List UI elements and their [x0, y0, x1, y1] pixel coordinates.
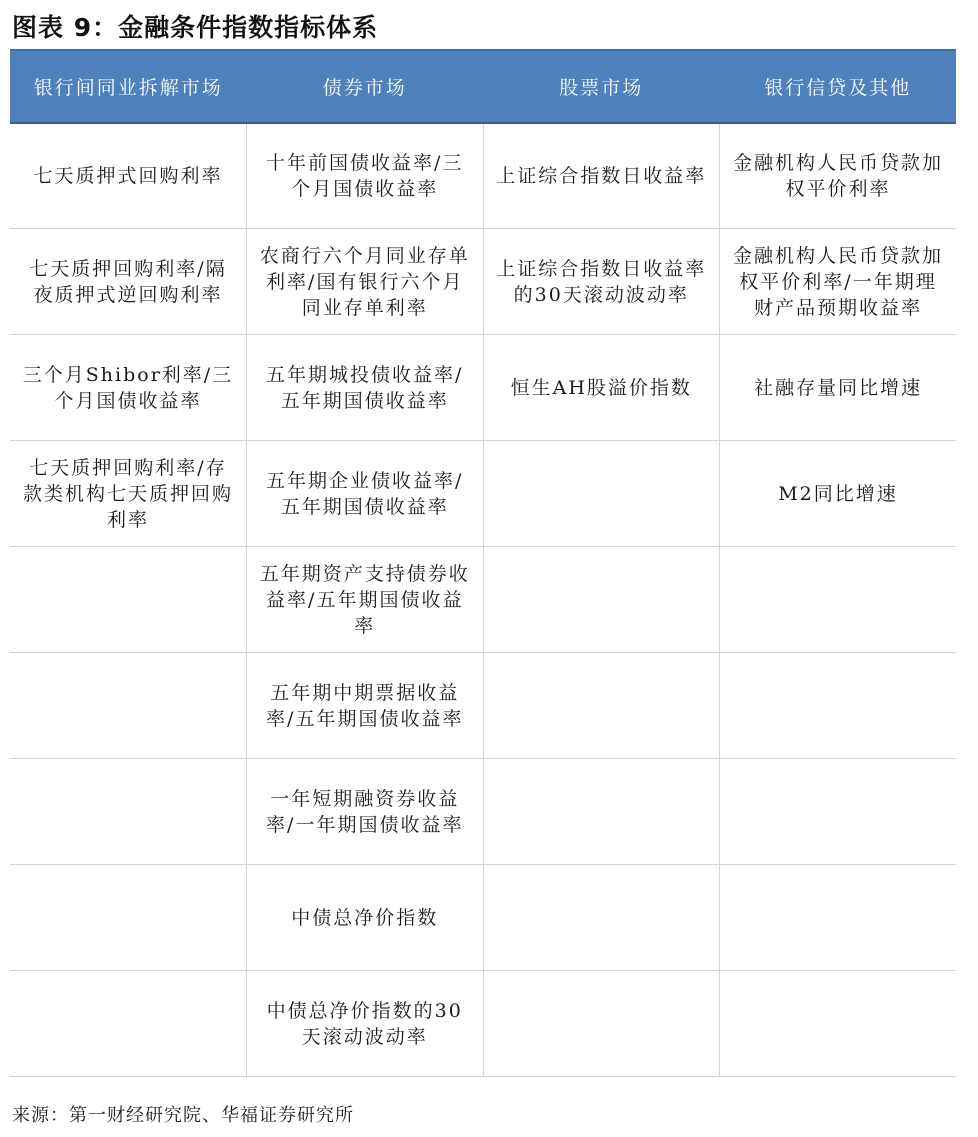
table-cell: 上证综合指数日收益率 — [483, 123, 720, 229]
table-cell: 中债总净价指数 — [247, 865, 484, 971]
table-header — [10, 51, 956, 123]
table-cell: 五年期企业债收益率/五年期国债收益率 — [247, 441, 484, 547]
table-row — [10, 865, 956, 971]
table-cell: 五年期中期票据收益率/五年期国债收益率 — [247, 653, 484, 759]
table-cell — [10, 759, 247, 865]
table-cell: 恒生AH股溢价指数 — [483, 335, 720, 441]
table-row — [10, 441, 956, 547]
table-cell: 七天质押回购利率/存款类机构七天质押回购利率 — [10, 441, 247, 547]
table-cell: 五年期资产支持债券收益率/五年期国债收益率 — [247, 547, 484, 653]
table-cell: 中债总净价指数的30天滚动波动率 — [247, 971, 484, 1077]
table-row — [10, 653, 956, 759]
table-cell: 一年短期融资券收益率/一年期国债收益率 — [247, 759, 484, 865]
table-row — [10, 971, 956, 1077]
table-cell — [720, 653, 957, 759]
table-cell — [483, 971, 720, 1077]
table-cell — [10, 971, 247, 1077]
table-row — [10, 759, 956, 865]
table-cell: 农商行六个月同业存单利率/国有银行六个月同业存单利率 — [247, 229, 484, 335]
table-cell — [483, 441, 720, 547]
source-note: 来源：第一财经研究院、华福证券研究所 — [12, 1105, 354, 1126]
table-cell — [720, 547, 957, 653]
table-row — [10, 229, 956, 335]
table-cell — [10, 547, 247, 653]
table-body — [10, 123, 956, 1077]
table-cell — [483, 547, 720, 653]
table-cell: 社融存量同比增速 — [720, 335, 957, 441]
table-cell — [10, 653, 247, 759]
header-row — [10, 51, 956, 123]
table-cell — [720, 971, 957, 1077]
table-cell: 十年前国债收益率/三个月国债收益率 — [247, 123, 484, 229]
header-interbank-market: 银行间同业拆解市场 — [10, 51, 247, 123]
table-cell: 上证综合指数日收益率的30天滚动波动率 — [483, 229, 720, 335]
table-cell: 五年期城投债收益率/五年期国债收益率 — [247, 335, 484, 441]
table-row — [10, 335, 956, 441]
table-cell: 七天质押回购利率/隔夜质押式逆回购利率 — [10, 229, 247, 335]
table-cell: 金融机构人民币贷款加权平价利率/一年期理财产品预期收益率 — [720, 229, 957, 335]
table-cell — [483, 759, 720, 865]
header-bank-credit: 银行信贷及其他 — [720, 51, 957, 123]
table-cell — [10, 865, 247, 971]
table-cell: 三个月Shibor利率/三个月国债收益率 — [10, 335, 247, 441]
table-cell: 七天质押式回购利率 — [10, 123, 247, 229]
table-row — [10, 547, 956, 653]
header-bond-market: 债券市场 — [247, 51, 484, 123]
table-cell — [720, 865, 957, 971]
table-cell: 金融机构人民币贷款加权平价利率 — [720, 123, 957, 229]
indicator-table — [10, 51, 956, 1077]
figure-title: 图表 9：金融条件指数指标体系 — [12, 13, 379, 42]
table-cell — [720, 759, 957, 865]
table-cell — [483, 865, 720, 971]
table-cell — [483, 653, 720, 759]
table-cell: M2同比增速 — [720, 441, 957, 547]
header-stock-market: 股票市场 — [483, 51, 720, 123]
table-row — [10, 123, 956, 229]
